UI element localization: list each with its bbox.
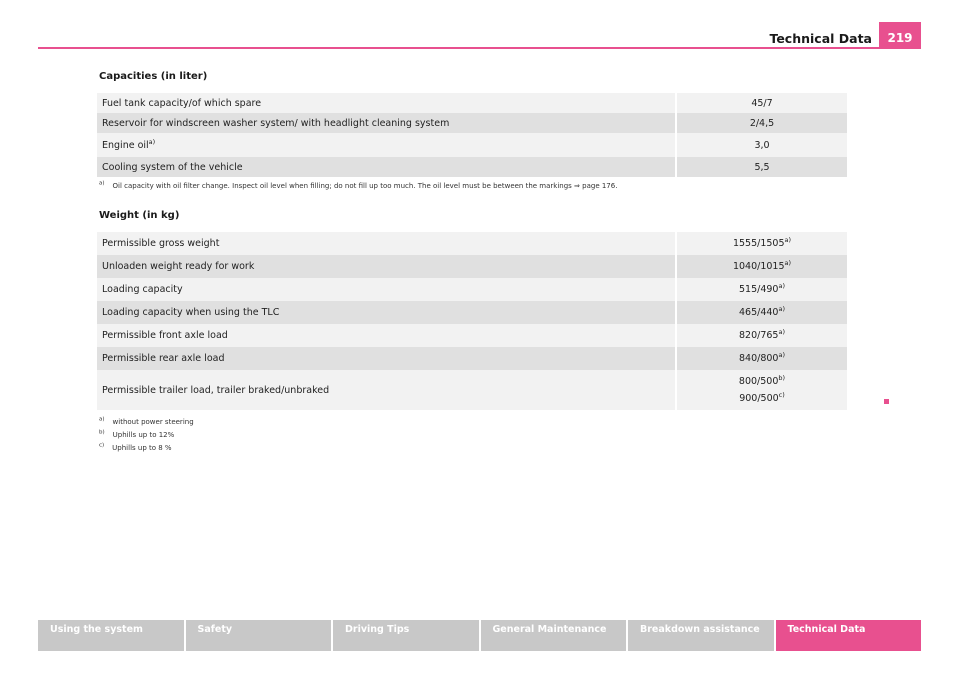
nav-tab-general-maintenance[interactable]: General Maintenance [481, 620, 627, 651]
row-label: Loading capacity [97, 278, 676, 301]
row-value: 1040/1015$^{a)}$ [676, 255, 847, 278]
table-row [97, 301, 847, 324]
footnote-marker: c) [99, 442, 105, 449]
footnote [99, 431, 174, 439]
footnote [99, 418, 194, 426]
nav-tab-safety[interactable]: Safety [186, 620, 332, 651]
nav-tab-breakdown-assistance[interactable]: Breakdown assistance [628, 620, 774, 651]
row-label: Fuel tank capacity/of which spare [97, 93, 676, 113]
footnote-ref: a) [148, 137, 156, 146]
table-row [97, 347, 847, 370]
row-value: 515/490$^{a)}$ [676, 278, 847, 301]
chapter-nav [38, 620, 921, 651]
footnote-marker: b) [99, 429, 105, 436]
row-value: 5,5 [676, 157, 847, 177]
row-label: Unloaden weight ready for work [97, 255, 676, 278]
table-row [97, 324, 847, 347]
row-value: 465/440$^{a)}$ [676, 301, 847, 324]
row-value: 840/800$^{a)}$ [676, 347, 847, 370]
row-label: Cooling system of the vehicle [97, 157, 676, 177]
row-label: Engine oil$^{a)}$ [97, 133, 676, 157]
footnote-text: Uphills up to 8 % [112, 444, 172, 452]
table-row [97, 133, 847, 157]
row-value: 2/4,5 [676, 113, 847, 133]
nav-tab-technical-data[interactable]: Technical Data [776, 620, 922, 651]
header-rule [38, 47, 921, 49]
nav-tab-using-the-system[interactable]: Using the system [38, 620, 184, 651]
row-label: Permissible trailer load, trailer braked/unbraked [97, 370, 676, 410]
capacities-footnote [99, 182, 617, 190]
header-title: Technical Data [769, 31, 872, 46]
row-label: Reservoir for windscreen washer system/ with headlight cleaning system [97, 113, 676, 133]
row-value: 820/765$^{a)}$ [676, 324, 847, 347]
row-label: Permissible gross weight [97, 232, 676, 255]
capacities-table [97, 93, 847, 177]
footnote-text: without power steering [112, 418, 194, 426]
weight-title: Weight (in kg) [99, 210, 180, 221]
section-end-marker-icon [884, 399, 889, 404]
row-label: Loading capacity when using the TLC [97, 301, 676, 324]
row-value: 3,0 [676, 133, 847, 157]
weight-table [97, 232, 847, 410]
table-row [97, 93, 847, 113]
footnote-marker: a) [99, 416, 105, 423]
row-value: 1555/1505$^{a)}$ [676, 232, 847, 255]
footnote [99, 444, 172, 452]
table-row [97, 370, 847, 410]
table-row [97, 255, 847, 278]
table-row [97, 278, 847, 301]
row-value: 800/500$^{b)}$ 900/500$^{c)}$ [676, 370, 847, 410]
footnote-marker: a) [99, 180, 105, 187]
row-label: Permissible rear axle load [97, 347, 676, 370]
footnote-text: Oil capacity with oil filter change. Inspect oil level when filling; do not fill up too much. The oil level must be between the markings ⇒ page 176. [112, 182, 618, 190]
page-number-badge: 219 [879, 22, 921, 48]
row-label: Permissible front axle load [97, 324, 676, 347]
nav-tab-driving-tips[interactable]: Driving Tips [333, 620, 479, 651]
table-row [97, 113, 847, 133]
table-row [97, 232, 847, 255]
footnote-text: Uphills up to 12% [112, 431, 175, 439]
row-value: 45/7 [676, 93, 847, 113]
capacities-title: Capacities (in liter) [99, 71, 208, 82]
table-row [97, 157, 847, 177]
